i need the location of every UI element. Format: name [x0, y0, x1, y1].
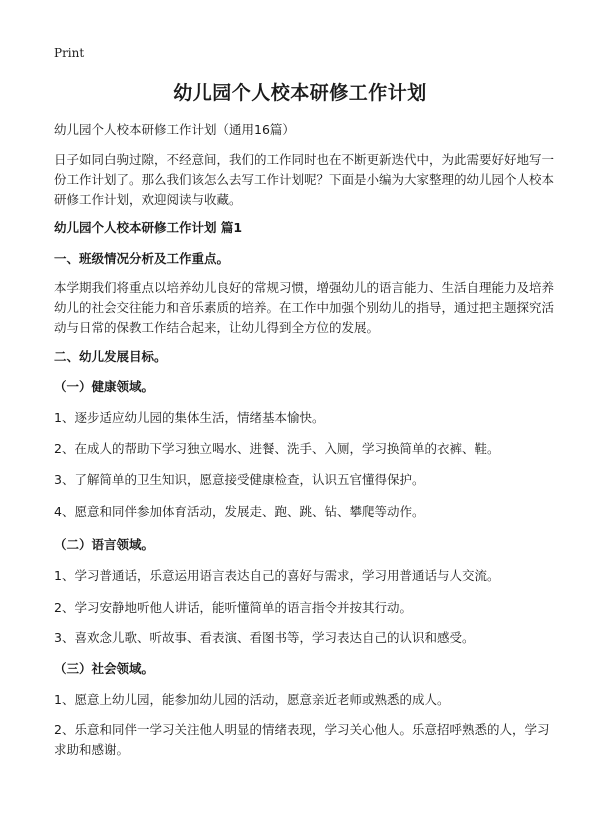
list-item: 1、逐步适应幼儿园的集体生活，情绪基本愉快。: [54, 410, 325, 425]
section1-heading: 一、班级情况分析及工作重点。: [54, 251, 230, 266]
subtitle: 幼儿园个人校本研修工作计划（通用16篇）: [54, 122, 295, 137]
social-heading: （三）社会领域。: [54, 661, 155, 676]
article-heading: 幼儿园个人校本研修工作计划 篇1: [54, 220, 243, 235]
list-item: 2、乐意和同伴一学习关注他人明显的情绪表现，学习关心他人。乐意招呼熟悉的人，学习求助和感谢。: [54, 722, 550, 757]
list-item: 1、学习普通话，乐意运用语言表达自己的喜好与需求，学习用普通话与人交流。: [54, 568, 500, 583]
list-item: 2、学习安静地听他人讲话，能听懂简单的语言指令并按其行动。: [54, 600, 412, 615]
list-item: 3、了解简单的卫生知识，愿意接受健康检查，认识五官懂得保护。: [54, 472, 425, 487]
list-item: 1、愿意上幼儿园，能参加幼儿园的活动，愿意亲近老师或熟悉的成人。: [54, 692, 450, 707]
list-item: 2、在成人的帮助下学习独立喝水、进餐、洗手、入厕，学习换简单的衣裤、鞋。: [54, 441, 500, 456]
print-link[interactable]: Print: [54, 46, 85, 60]
section2-heading: 二、幼儿发展目标。: [54, 349, 167, 364]
list-item: 4、愿意和同伴参加体育活动，发展走、跑、跳、钻、攀爬等动作。: [54, 504, 425, 519]
page-title: 幼儿园个人校本研修工作计划: [173, 82, 427, 104]
language-heading: （二）语言领域。: [54, 537, 155, 552]
intro-paragraph: 日子如同白驹过隙，不经意间，我们的工作同时也在不断更新迭代中，为此需要好好地写一份工作计划了。那么我们该怎么去写工作计划呢？下面是小编为大家整理的幼儿园个人校本研修工作计划，欢迎阅读与收藏。: [54, 152, 555, 207]
list-item: 3、喜欢念儿歌、听故事、看表演、看图书等，学习表达自己的认识和感受。: [54, 630, 475, 645]
health-heading: （一）健康领域。: [54, 379, 155, 394]
section1-body: 本学期我们将重点以培养幼儿良好的常规习惯，增强幼儿的语言能力、生活自理能力及培养幼儿的社会交往能力和音乐素质的培养。在工作中加强个别幼儿的指导，通过把主题探究活动与日常的保教工作结合起来，让幼儿得到全方位的发展。: [54, 280, 555, 335]
